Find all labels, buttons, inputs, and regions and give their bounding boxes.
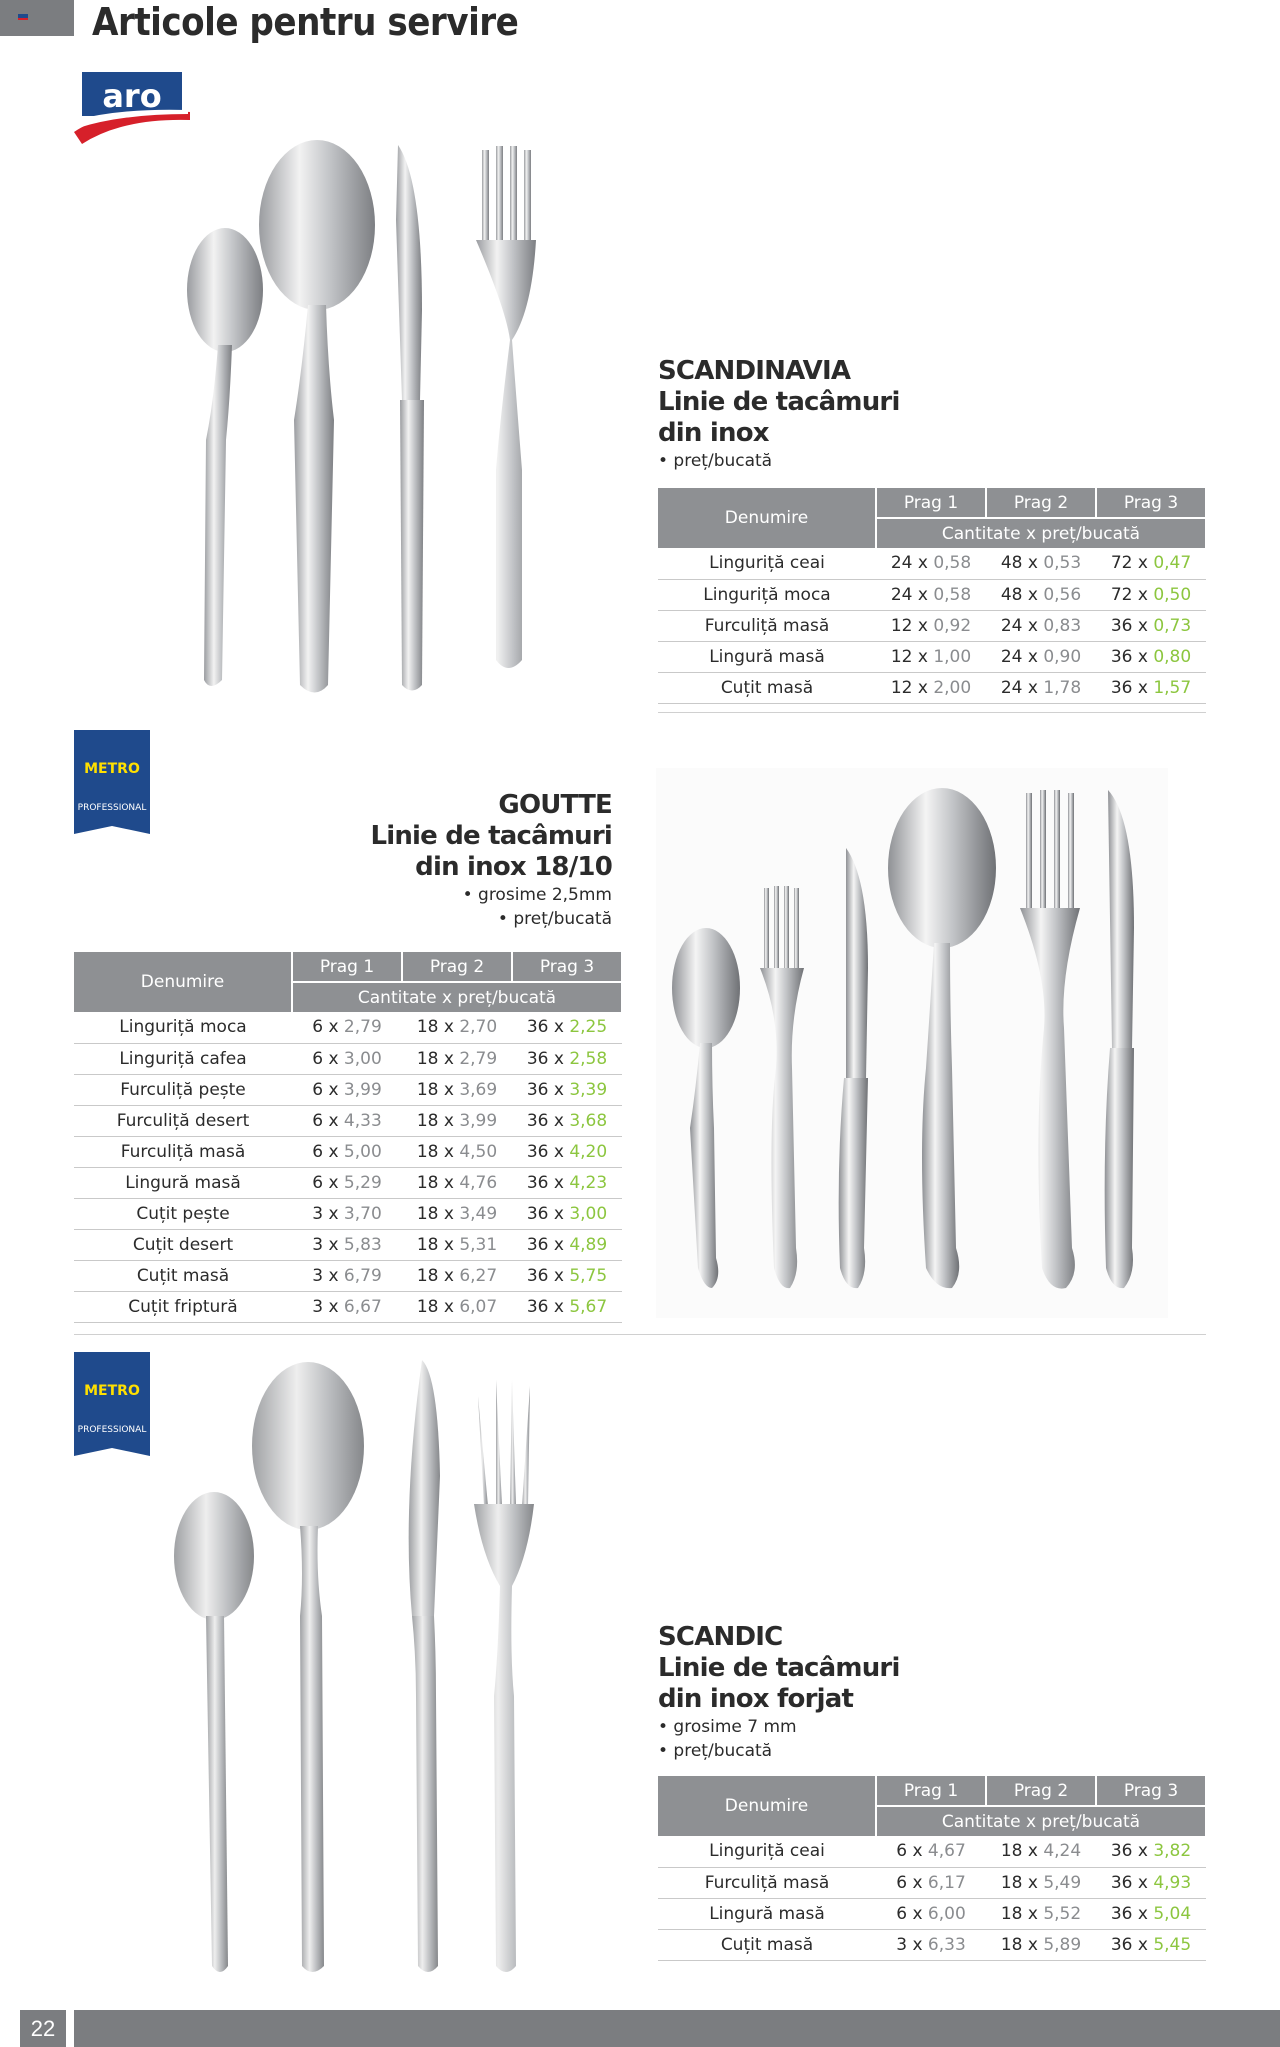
quantity: 18 x [416, 1203, 454, 1224]
tier-1-price [876, 548, 986, 579]
goutte-heading [300, 790, 612, 931]
tier-3-price [512, 1012, 622, 1043]
scandinavia-note: • preț/bucată [658, 451, 773, 471]
goutte-note-price: • preț/bucată [497, 909, 612, 929]
tier-3-price [1096, 1867, 1206, 1898]
scandic-header-name: Denumire [658, 1776, 876, 1836]
quantity: 24 x [1000, 677, 1038, 698]
unit-price: 3,68 [569, 1110, 608, 1131]
table-row [74, 1291, 622, 1322]
goutte-header-sub: Cantitate x preț/bucată [292, 982, 622, 1012]
tier-3-price [512, 1260, 622, 1291]
tier-1-price [292, 1105, 402, 1136]
unit-price: 0,83 [1043, 615, 1082, 636]
unit-price: 3,00 [569, 1203, 608, 1224]
unit-price: 5,29 [343, 1172, 382, 1193]
table-row [74, 1198, 622, 1229]
tier-3-price [1096, 1929, 1206, 1960]
quantity: 3 x [896, 1934, 923, 1955]
unit-price: 5,83 [343, 1234, 382, 1255]
unit-price: 0,92 [933, 615, 972, 636]
unit-price: 4,89 [569, 1234, 608, 1255]
scandinavia-line1: Linie de tacâmuri [658, 387, 900, 417]
tier-1-price [292, 1260, 402, 1291]
quantity: 24 x [1000, 646, 1038, 667]
metro-professional-logo-2 [72, 1352, 152, 1462]
quantity: 36 x [526, 1265, 564, 1286]
tier-3-price [1096, 610, 1206, 641]
scandic-line2: din inox forjat [658, 1684, 854, 1714]
scandic-note-price: • preț/bucată [658, 1741, 773, 1761]
scandinavia-header-prag1: Prag 1 [876, 488, 986, 518]
unit-price: 6,33 [927, 1934, 966, 1955]
table-row [658, 1867, 1206, 1898]
product-name: Cuțit masă [658, 1929, 876, 1960]
unit-price: 0,58 [933, 553, 972, 574]
tier-3-price [512, 1043, 622, 1074]
quantity: 36 x [526, 1141, 564, 1162]
scandinavia-cutlery-image [170, 140, 560, 700]
product-name: Furculiță desert [74, 1105, 292, 1136]
unit-price: 2,70 [459, 1017, 498, 1038]
unit-price: 4,23 [569, 1172, 608, 1193]
tier-2-price [402, 1291, 512, 1322]
tier-2-price [986, 548, 1096, 579]
scandinavia-heading [658, 356, 900, 473]
tier-1-price [292, 1291, 402, 1322]
tier-2-price [986, 1929, 1096, 1960]
tier-3-price [512, 1136, 622, 1167]
scandic-header-prag2: Prag 2 [986, 1776, 1096, 1806]
goutte-header-prag3: Prag 3 [512, 952, 622, 982]
tier-2-price [402, 1260, 512, 1291]
product-name: Lingură masă [658, 641, 876, 672]
quantity: 6 x [312, 1172, 339, 1193]
product-name: Cuțit masă [658, 672, 876, 703]
tier-2-price [986, 610, 1096, 641]
product-name: Cuțit masă [74, 1260, 292, 1291]
quantity: 36 x [526, 1048, 564, 1069]
quantity: 12 x [890, 615, 928, 636]
unit-price: 0,80 [1153, 646, 1192, 667]
quantity: 6 x [312, 1141, 339, 1162]
metro-professional-logo [72, 730, 152, 840]
scandic-price-table [658, 1776, 1207, 1961]
product-name: Cuțit friptură [74, 1291, 292, 1322]
unit-price: 6,67 [343, 1296, 382, 1317]
table-row [658, 641, 1206, 672]
table-row [658, 548, 1206, 579]
unit-price: 5,49 [1043, 1872, 1082, 1893]
scandic-cutlery-image [166, 1356, 566, 1986]
tier-1-price [292, 1229, 402, 1260]
unit-price: 1,57 [1153, 677, 1192, 698]
table-row [74, 1260, 622, 1291]
quantity: 18 x [1000, 1872, 1038, 1893]
unit-price: 5,52 [1043, 1903, 1082, 1924]
scandic-note-thickness: • grosime 7 mm [658, 1717, 797, 1737]
tier-3-price [512, 1198, 622, 1229]
scandinavia-table-body [658, 548, 1206, 703]
quantity: 6 x [896, 1841, 923, 1862]
unit-price: 1,78 [1043, 677, 1082, 698]
tier-2-price [986, 1836, 1096, 1867]
table-row [74, 1043, 622, 1074]
quantity: 12 x [890, 646, 928, 667]
unit-price: 3,99 [459, 1110, 498, 1131]
table-row [74, 1229, 622, 1260]
header-tab [0, 0, 74, 36]
quantity: 18 x [1000, 1841, 1038, 1862]
product-name: Linguriță ceai [658, 1836, 876, 1867]
tier-3-price [512, 1105, 622, 1136]
scandic-header-sub: Cantitate x preț/bucată [876, 1806, 1206, 1836]
unit-price: 5,75 [569, 1265, 608, 1286]
table-row [74, 1012, 622, 1043]
goutte-line1: Linie de tacâmuri [370, 821, 612, 851]
tier-2-price [986, 579, 1096, 610]
table-row [74, 1074, 622, 1105]
scandic-header-prag3: Prag 3 [1096, 1776, 1206, 1806]
table-row [658, 579, 1206, 610]
tier-1-price [876, 1929, 986, 1960]
unit-price: 5,45 [1153, 1934, 1192, 1955]
quantity: 36 x [1110, 1903, 1148, 1924]
quantity: 18 x [1000, 1903, 1038, 1924]
metro-logo-2-text: METRO [84, 1383, 140, 1399]
quantity: 18 x [1000, 1934, 1038, 1955]
scandinavia-header-prag2: Prag 2 [986, 488, 1096, 518]
quantity: 36 x [1110, 1841, 1148, 1862]
unit-price: 4,24 [1043, 1841, 1082, 1862]
unit-price: 0,56 [1043, 584, 1082, 605]
scandic-line1: Linie de tacâmuri [658, 1653, 900, 1683]
tier-2-price [402, 1167, 512, 1198]
unit-price: 4,20 [569, 1141, 608, 1162]
goutte-header-prag1: Prag 1 [292, 952, 402, 982]
quantity: 6 x [312, 1017, 339, 1038]
tier-1-price [292, 1074, 402, 1105]
quantity: 24 x [890, 584, 928, 605]
table-row [658, 672, 1206, 703]
goutte-line2: din inox 18/10 [415, 852, 612, 882]
unit-price: 4,67 [927, 1841, 966, 1862]
table-row [658, 1898, 1206, 1929]
quantity: 18 x [416, 1048, 454, 1069]
tier-1-price [292, 1136, 402, 1167]
unit-price: 0,73 [1153, 615, 1192, 636]
unit-price: 2,58 [569, 1048, 608, 1069]
quantity: 36 x [526, 1110, 564, 1131]
quantity: 36 x [526, 1234, 564, 1255]
table-row [74, 1167, 622, 1198]
section-divider [658, 712, 1206, 713]
unit-price: 3,49 [459, 1203, 498, 1224]
tier-1-price [292, 1198, 402, 1229]
tier-1-price [876, 610, 986, 641]
metro-logo-subtext: PROFESSIONAL [77, 803, 147, 813]
product-name: Furculiță masă [658, 610, 876, 641]
unit-price: 6,79 [343, 1265, 382, 1286]
quantity: 3 x [312, 1234, 339, 1255]
quantity: 3 x [312, 1296, 339, 1317]
goutte-brand: GOUTTE [498, 790, 612, 820]
tier-3-price [512, 1291, 622, 1322]
unit-price: 6,17 [927, 1872, 966, 1893]
unit-price: 1,00 [933, 646, 972, 667]
quantity: 18 x [416, 1296, 454, 1317]
scandinavia-header-name: Denumire [658, 488, 876, 548]
tier-2-price [986, 1898, 1096, 1929]
goutte-header-prag2: Prag 2 [402, 952, 512, 982]
unit-price: 4,33 [343, 1110, 382, 1131]
table-row [658, 610, 1206, 641]
tier-2-price [986, 672, 1096, 703]
quantity: 48 x [1000, 584, 1038, 605]
quantity: 18 x [416, 1141, 454, 1162]
unit-price: 0,90 [1043, 646, 1082, 667]
tier-1-price [876, 1836, 986, 1867]
tier-1-price [292, 1012, 402, 1043]
quantity: 3 x [312, 1203, 339, 1224]
quantity: 36 x [526, 1203, 564, 1224]
quantity: 6 x [896, 1872, 923, 1893]
unit-price: 3,69 [459, 1079, 498, 1100]
quantity: 36 x [1110, 646, 1148, 667]
quantity: 6 x [312, 1079, 339, 1100]
goutte-table-body [74, 1012, 622, 1322]
product-name: Cuțit pește [74, 1198, 292, 1229]
tier-3-price [1096, 641, 1206, 672]
unit-price: 2,25 [569, 1017, 608, 1038]
product-name: Linguriță moca [658, 579, 876, 610]
scandic-header-prag1: Prag 1 [876, 1776, 986, 1806]
table-row [74, 1136, 622, 1167]
product-name: Linguriță cafea [74, 1043, 292, 1074]
metro-logo-2-subtext: PROFESSIONAL [77, 1425, 147, 1435]
quantity: 6 x [312, 1048, 339, 1069]
product-name: Linguriță moca [74, 1012, 292, 1043]
tier-2-price [402, 1043, 512, 1074]
tier-1-price [292, 1043, 402, 1074]
product-name: Furculiță masă [658, 1867, 876, 1898]
tier-3-price [512, 1167, 622, 1198]
goutte-price-table [74, 952, 623, 1323]
unit-price: 6,07 [459, 1296, 498, 1317]
unit-price: 6,00 [927, 1903, 966, 1924]
table-row [74, 1105, 622, 1136]
tier-2-price [402, 1198, 512, 1229]
table-row [658, 1929, 1206, 1960]
unit-price: 6,27 [459, 1265, 498, 1286]
quantity: 18 x [416, 1265, 454, 1286]
product-name: Furculiță pește [74, 1074, 292, 1105]
section-divider-2 [74, 1334, 1206, 1335]
quantity: 18 x [416, 1017, 454, 1038]
page-title: Articole pentru servire [92, 0, 519, 44]
tier-2-price [986, 641, 1096, 672]
tier-3-price [1096, 1836, 1206, 1867]
tier-1-price [876, 1867, 986, 1898]
goutte-note-thickness: • grosime 2,5mm [462, 885, 612, 905]
quantity: 36 x [526, 1296, 564, 1317]
tier-2-price [402, 1229, 512, 1260]
tier-2-price [402, 1074, 512, 1105]
quantity: 12 x [890, 677, 928, 698]
quantity: 36 x [1110, 1934, 1148, 1955]
unit-price: 0,50 [1153, 584, 1192, 605]
tier-2-price [402, 1136, 512, 1167]
table-row [658, 1836, 1206, 1867]
tier-1-price [876, 1898, 986, 1929]
quantity: 72 x [1110, 553, 1148, 574]
metro-logo-text: METRO [84, 761, 140, 777]
mini-logo-icon [18, 14, 28, 22]
quantity: 6 x [312, 1110, 339, 1131]
quantity: 18 x [416, 1234, 454, 1255]
unit-price: 4,50 [459, 1141, 498, 1162]
unit-price: 0,47 [1153, 553, 1192, 574]
quantity: 18 x [416, 1172, 454, 1193]
product-name: Lingură masă [658, 1898, 876, 1929]
quantity: 36 x [526, 1017, 564, 1038]
product-name: Linguriță ceai [658, 548, 876, 579]
unit-price: 3,99 [343, 1079, 382, 1100]
tier-3-price [1096, 548, 1206, 579]
scandinavia-header-sub: Cantitate x preț/bucată [876, 518, 1206, 548]
scandinavia-header-prag3: Prag 3 [1096, 488, 1206, 518]
unit-price: 5,00 [343, 1141, 382, 1162]
footer-bar [74, 2010, 1280, 2047]
tier-3-price [512, 1074, 622, 1105]
tier-1-price [292, 1167, 402, 1198]
scandinavia-line2: din inox [658, 418, 769, 448]
tier-1-price [876, 641, 986, 672]
quantity: 36 x [1110, 1872, 1148, 1893]
quantity: 24 x [890, 553, 928, 574]
aro-logo [72, 70, 192, 150]
tier-2-price [986, 1867, 1096, 1898]
unit-price: 0,58 [933, 584, 972, 605]
scandinavia-price-table [658, 488, 1207, 704]
unit-price: 3,82 [1153, 1841, 1192, 1862]
tier-3-price [1096, 672, 1206, 703]
product-name: Furculiță masă [74, 1136, 292, 1167]
tier-1-price [876, 579, 986, 610]
unit-price: 2,79 [459, 1048, 498, 1069]
unit-price: 3,39 [569, 1079, 608, 1100]
quantity: 18 x [416, 1079, 454, 1100]
goutte-cutlery-image [656, 768, 1168, 1318]
unit-price: 4,76 [459, 1172, 498, 1193]
unit-price: 5,67 [569, 1296, 608, 1317]
scandic-table-body [658, 1836, 1206, 1960]
quantity: 72 x [1110, 584, 1148, 605]
quantity: 18 x [416, 1110, 454, 1131]
product-name: Cuțit desert [74, 1229, 292, 1260]
unit-price: 5,04 [1153, 1903, 1192, 1924]
unit-price: 0,53 [1043, 553, 1082, 574]
unit-price: 2,00 [933, 677, 972, 698]
quantity: 24 x [1000, 615, 1038, 636]
quantity: 3 x [312, 1265, 339, 1286]
quantity: 36 x [526, 1172, 564, 1193]
product-name: Lingură masă [74, 1167, 292, 1198]
tier-3-price [1096, 1898, 1206, 1929]
scandinavia-brand: SCANDINAVIA [658, 356, 851, 386]
quantity: 6 x [896, 1903, 923, 1924]
quantity: 36 x [526, 1079, 564, 1100]
unit-price: 5,31 [459, 1234, 498, 1255]
quantity: 36 x [1110, 677, 1148, 698]
page-number: 22 [20, 2010, 66, 2047]
tier-2-price [402, 1012, 512, 1043]
unit-price: 2,79 [343, 1017, 382, 1038]
tier-2-price [402, 1105, 512, 1136]
tier-3-price [1096, 579, 1206, 610]
quantity: 48 x [1000, 553, 1038, 574]
aro-logo-text: aro [102, 77, 162, 115]
scandic-brand: SCANDIC [658, 1622, 783, 1652]
unit-price: 5,89 [1043, 1934, 1082, 1955]
unit-price: 4,93 [1153, 1872, 1192, 1893]
goutte-header-name: Denumire [74, 952, 292, 1012]
tier-1-price [876, 672, 986, 703]
unit-price: 3,70 [343, 1203, 382, 1224]
unit-price: 3,00 [343, 1048, 382, 1069]
tier-3-price [512, 1229, 622, 1260]
scandic-heading [658, 1622, 900, 1763]
quantity: 36 x [1110, 615, 1148, 636]
